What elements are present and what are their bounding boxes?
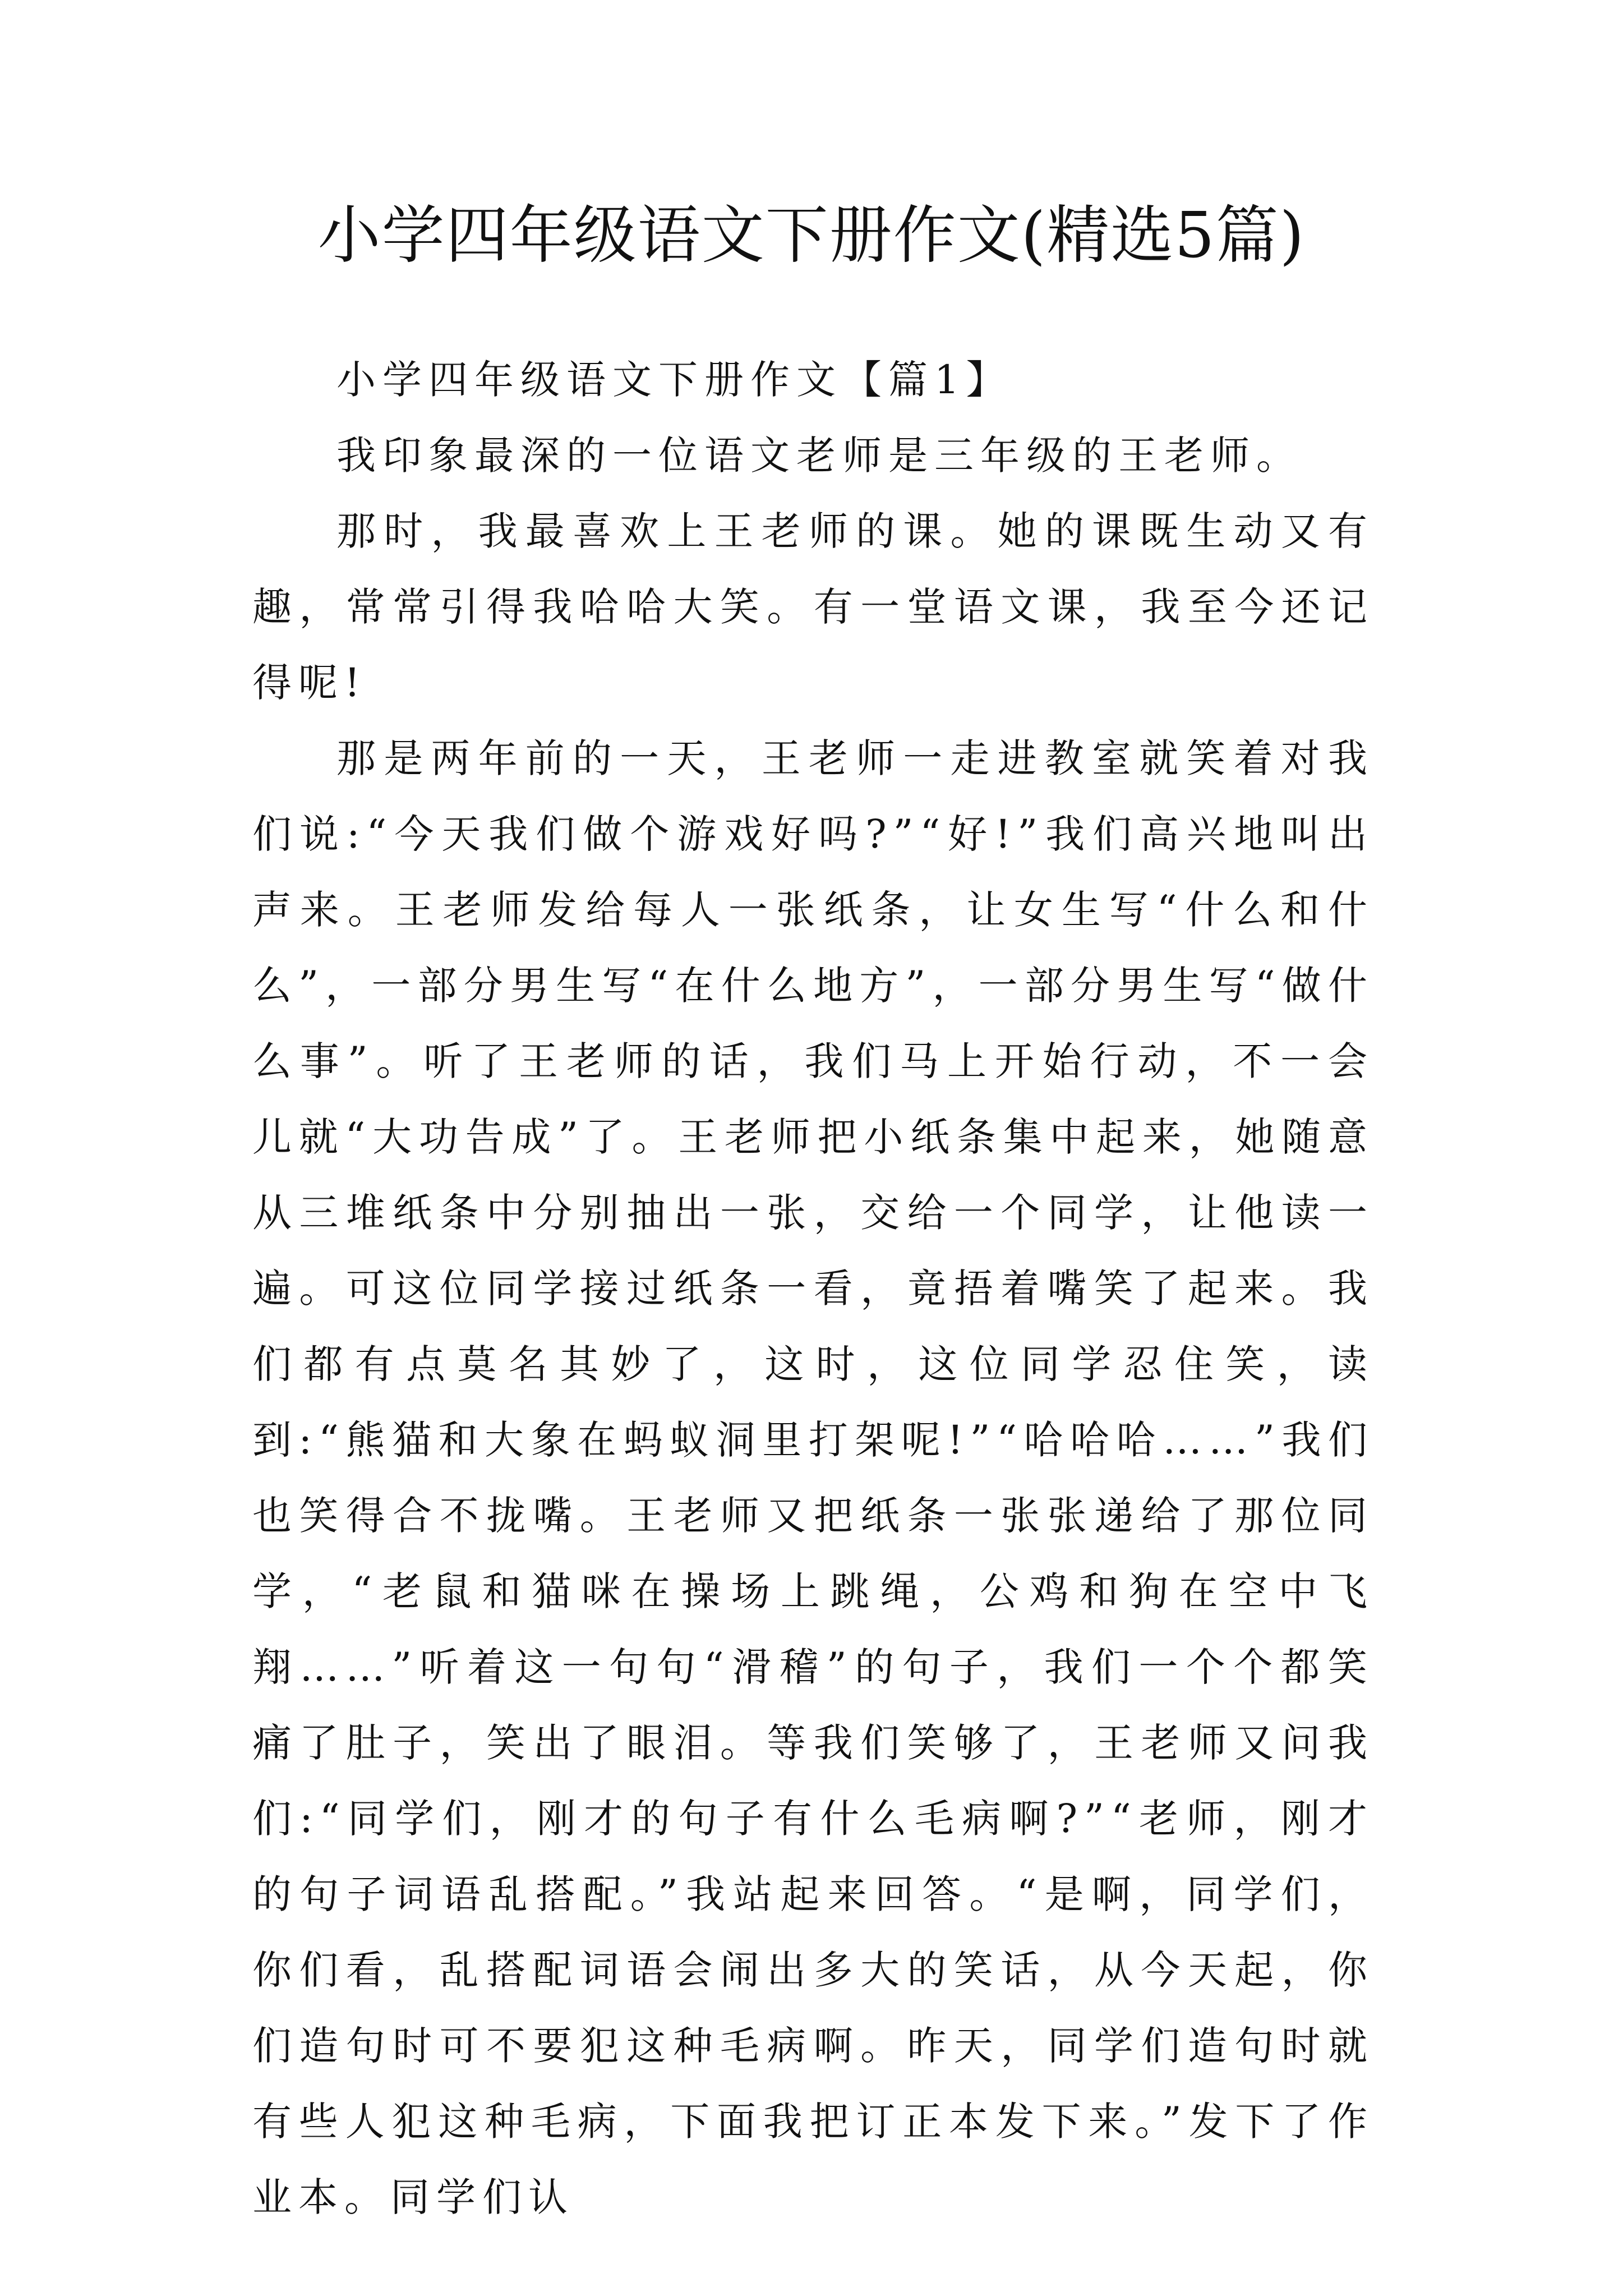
document-body [252,342,1374,2235]
paragraph-1: 我印象最深的一位语文老师是三年级的王老师。 [336,432,1302,478]
paragraph-3: 那是两年前的一天，王老师一走进教室就笑着对我们说:“今天我们做个游戏好吗?”“好!”我们高兴地叫出声来。王老师发给每人一张纸条，让女生写“什么和什么”，一部分男生写“在什么地方”，一部分男生写“做什么事”。听了王老师的话，我们马上开始行动，不一会儿就“大功告成”了。王老师把小纸条集中起来，她随意从三堆纸条中分别抽出一张，交给一个同学，让他读一遍。可这位同学接过纸条一看，竟捂着嘴笑了起来。我们都有点莫名其妙了，这时，这位同学忍住笑，读到:“熊猫和大象在蚂蚁洞里打架呢!”“哈哈哈……”我们也笑得合不拢嘴。王老师又把纸条一张张递给了那位同学，“老鼠和猫咪在操场上跳绳，公鸡和狗在空中飞翔……”听着这一句句“滑稽”的句子，我们一个个都笑痛了肚子，笑出了眼泪。等我们笑够了，王老师又问我们:“同学们，刚才的句子有什么毛病啊?”“老师，刚才的句子词语乱搭配。”我站起来回答。“是啊，同学们，你们看，乱搭配词语会闹出多大的笑话，从今天起，你们造句时可不要犯这种毛病啊。昨天，同学们造句时就有些人犯这种毛病，下面我把订正本发下来。”发下了作业本。同学们认 [252,735,1374,2220]
paragraph-2: 那时，我最喜欢上王老师的课。她的课既生动又有趣，常常引得我哈哈大笑。有一堂语文课，我至今还记得呢! [252,508,1374,706]
document-title: 小学四年级语文下册作文(精选5篇) [317,199,1306,272]
section-heading: 小学四年级语文下册作文【篇1】 [336,357,1012,403]
